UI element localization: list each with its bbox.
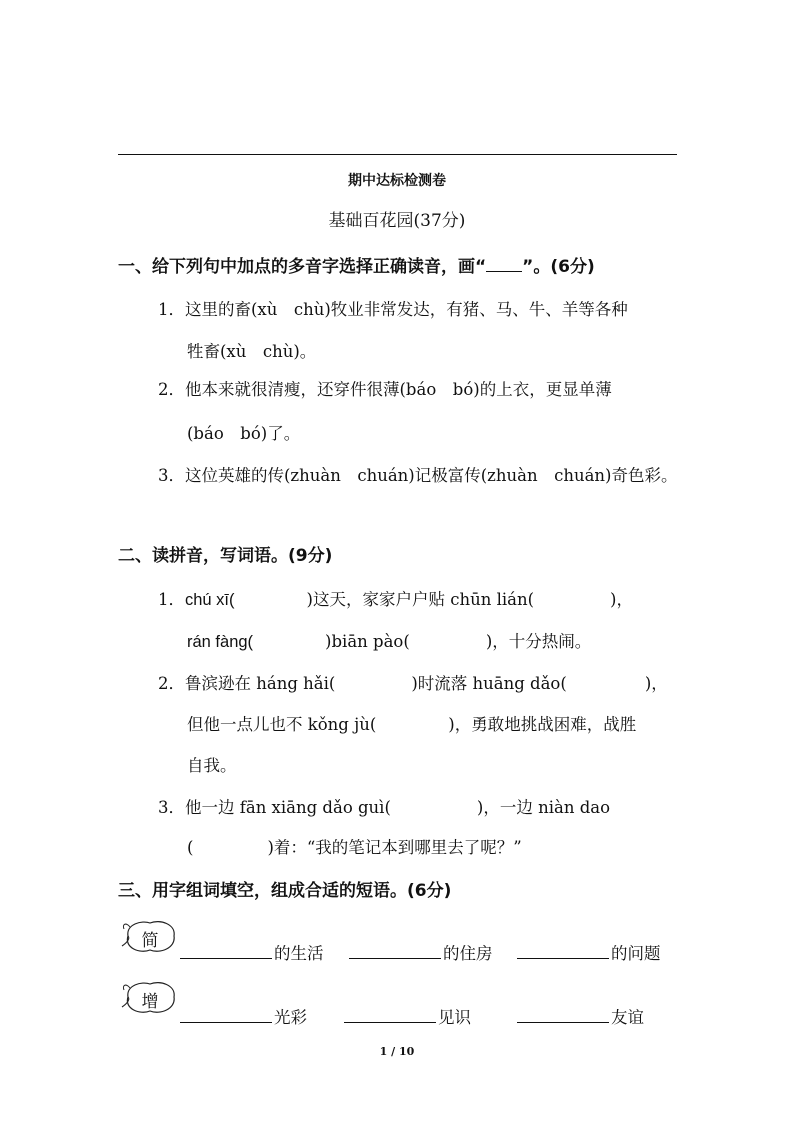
item-text: )biān pào(: [325, 632, 410, 651]
leaf-badge-2: [118, 977, 182, 1017]
pinyin-text: chú xī(: [185, 591, 235, 609]
section1-heading: [118, 252, 595, 277]
answer-blank[interactable]: [180, 944, 272, 959]
section-group-title: 基础百花园(37分): [328, 211, 466, 231]
underline-sample: [486, 257, 522, 272]
item-text: )着：“我的笔记本到哪里去了呢？”: [267, 838, 522, 857]
s3-row1: [180, 940, 324, 964]
item-text: )，十分热闹。: [485, 632, 592, 651]
phrase-suffix: 光彩: [274, 1008, 307, 1027]
s1-item2-line1: [158, 376, 612, 400]
section1-heading-pre: 一、给下列句中加点的多音字选择正确读音，画“: [118, 257, 487, 277]
answer-blank[interactable]: [349, 944, 441, 959]
item-number: 2．: [158, 380, 185, 399]
s3-row2-b: [344, 1004, 471, 1028]
item-text: 他一边 fān xiāng dǎo guì(: [185, 798, 391, 817]
phrase-suffix: 见识: [438, 1008, 471, 1027]
item-number: 3．: [158, 798, 185, 817]
s2-item2-line2: [187, 711, 636, 735]
item-text: )时流落 huāng dǎo(: [411, 674, 567, 693]
header-rule: [118, 154, 677, 155]
s3-row2: [180, 1004, 307, 1028]
s2-item1-line2: [187, 628, 591, 652]
item-text: 鲁滨逊在 háng hǎi(: [185, 674, 336, 693]
s3-row1-b: [349, 940, 493, 964]
s2-item3-line2: [187, 834, 522, 858]
leaf-badge-1: [118, 916, 182, 956]
phrase-suffix: 友谊: [611, 1008, 644, 1027]
page-title: 期中达标检测卷: [348, 173, 446, 189]
item-text: )，勇敢地挑战困难，战胜: [448, 715, 637, 734]
answer-blank[interactable]: [344, 1008, 436, 1023]
leaf-char: 增: [141, 992, 159, 1012]
item-text: )，一边 niàn dao: [476, 798, 611, 817]
item-text: )这天，家家户户贴 chūn lián(: [306, 590, 535, 609]
item-text: )，: [610, 590, 633, 609]
s2-item3-line1: [158, 794, 610, 818]
s2-item1-line1: [158, 586, 633, 610]
pinyin-text: rán fàng(: [187, 633, 254, 651]
leaf-char: 简: [141, 931, 159, 951]
section3-heading: 三、用字组词填空，组成合适的短语。(6分): [118, 881, 452, 901]
phrase-suffix: 的问题: [611, 944, 661, 963]
item-number: 1．: [158, 300, 185, 319]
section1-heading-post: ”。(6分): [522, 257, 595, 277]
s2-item2-line3: 自我。: [187, 756, 237, 775]
s1-item1-line1: [158, 296, 628, 320]
answer-blank[interactable]: [180, 1008, 272, 1023]
s1-item3-line1: [158, 462, 678, 486]
page-number: 1 / 10: [379, 1045, 415, 1058]
item-number: 1．: [158, 590, 185, 609]
s1-item2-line2: (báo bó)了。: [187, 424, 301, 443]
answer-blank[interactable]: [517, 944, 609, 959]
section2-heading: 二、读拼音，写词语。(9分): [118, 546, 333, 566]
item-text: (: [187, 838, 194, 857]
s3-row2-c: [517, 1004, 644, 1028]
item-text: )，: [644, 674, 668, 693]
s1-item1-line2: 牲畜(xù chù)。: [187, 342, 317, 361]
s3-row1-c: [517, 940, 661, 964]
s2-item2-line1: [158, 670, 668, 694]
item-text: 这里的畜(xù chù)牧业非常发达，有猪、马、牛、羊等各种: [185, 300, 628, 319]
item-text: 这位英雄的传(zhuàn chuán)记极富传(zhuàn chuán)奇色彩。: [185, 466, 678, 485]
phrase-suffix: 的生活: [274, 944, 324, 963]
item-text: 他本来就很清瘦，还穿件很薄(báo bó)的上衣，更显单薄: [185, 380, 612, 399]
item-text: 但他一点儿也不 kǒng jù(: [187, 715, 377, 734]
item-number: 2．: [158, 674, 185, 693]
answer-blank[interactable]: [517, 1008, 609, 1023]
phrase-suffix: 的住房: [443, 944, 493, 963]
item-number: 3．: [158, 466, 185, 485]
